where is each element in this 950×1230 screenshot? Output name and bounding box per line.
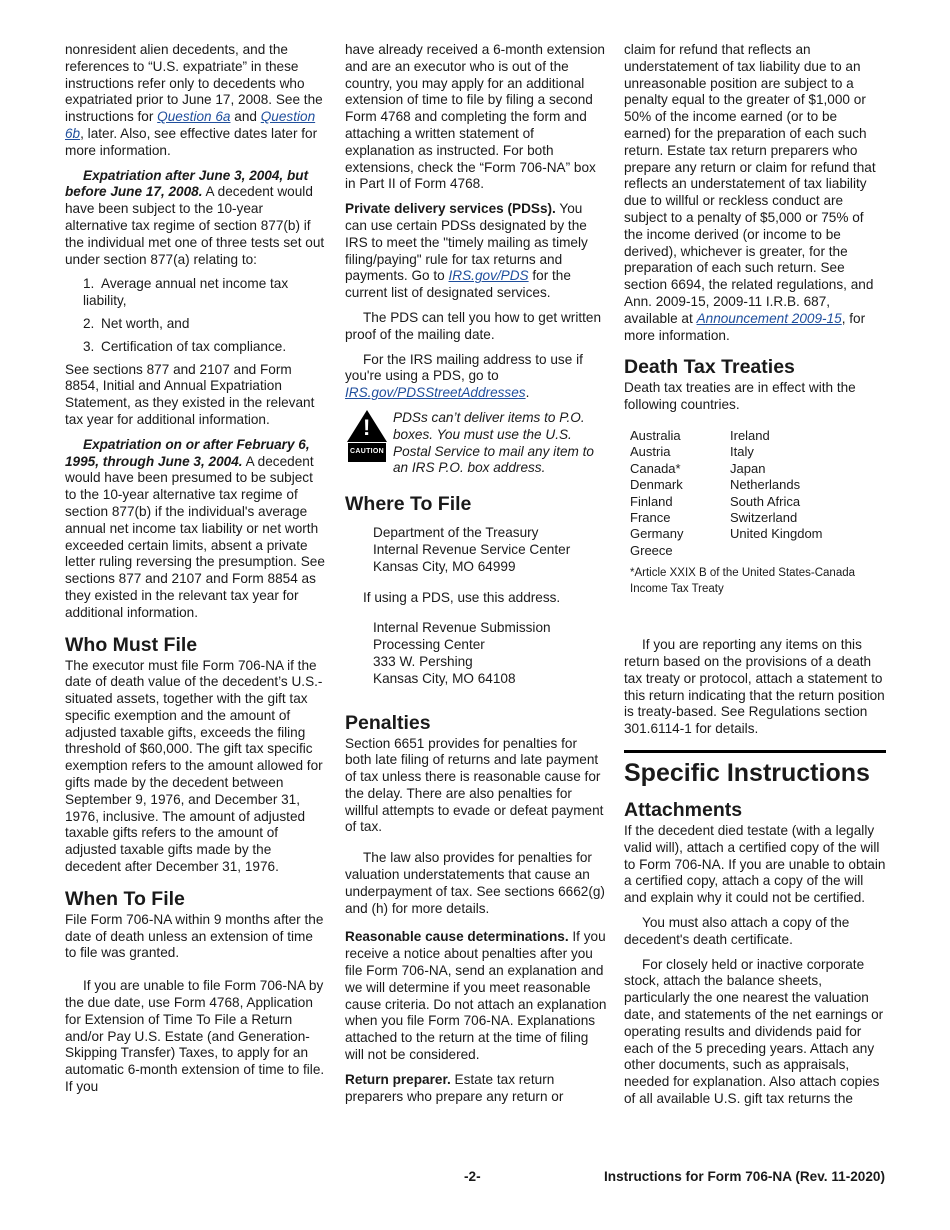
text: nonresident alien decedents, and the references to “U.S. expatriate” in these instructions refer only to decedents who expatriated prior to June 17, 2008. See the instructions for	[65, 42, 323, 125]
text: If you receive a notice about penalties after you file Form 706-NA, send an explanation and we will determine if you meet reasonable cause criteria. Do not attach an explanation when you file Form 706-NA. Explanations attached to the return at the time of filing will not be considered.	[345, 929, 607, 1063]
announcement-2009-15-link[interactable]: Announcement 2009-15	[696, 310, 842, 326]
run-in-heading: Expatriation on or after February 6, 1995, through June 3, 2004.	[65, 436, 310, 469]
paragraph: You must also attach a copy of the decedent's death certificate.	[624, 914, 850, 947]
country: Switzerland	[730, 509, 798, 525]
country: United Kingdom	[730, 526, 823, 542]
column-3	[624, 42, 886, 1116]
country: Canada*	[630, 460, 681, 476]
paragraph: If you are reporting any items on this return based on the provisions of a death tax treaty or protocol, attach a statement to this return indicating that the return position is treaty-based. See Regulations section 301.6114-1 for details.	[624, 637, 885, 737]
address-line: Processing Center	[373, 637, 485, 653]
country: Italy	[730, 444, 754, 460]
paragraph: See sections 877 and 2107 and Form 8854, Initial and Annual Expatriation Statement, as they existed in the relevant tax year for additional information.	[65, 361, 315, 427]
paragraph	[65, 42, 327, 160]
column-1	[65, 42, 327, 1104]
irs-address	[345, 525, 607, 575]
list-text: Certification of tax compliance.	[101, 338, 287, 354]
question-6b-link[interactable]: Question 6b	[65, 109, 316, 141]
paragraph: If you are unable to file Form 706-NA by the due date, use Form 4768, Application for Extension of Time To File a Return and/or Pay U.S. Estate (and Generation-Skipping Transfer) Taxes, to apply for an automatic 6-month extension of time to file. If you	[65, 978, 325, 1095]
question-6a-link[interactable]: Question 6a	[157, 109, 231, 125]
text: You can use certain PDSs designated by the IRS to meet the "timely mailing as timely filing/paying" rule for tax returns and payments. Go to	[345, 201, 588, 284]
section-heading-who-must-file: Who Must File	[65, 633, 198, 656]
text: For the IRS mailing address to use if you're using a PDS, go to	[345, 351, 583, 384]
country: Ireland	[730, 427, 770, 443]
address-line: Internal Revenue Service Center	[373, 541, 571, 557]
text: claim for refund that reflects an understatement of tax liability due to an unreasonable position are subject to a penalty equal to the greater of $1,000 or 50% of the income earned (or to be earned) for the preparation of each such return. Estate tax return preparers who prepare any return or claim for refund that reflects an understatement of tax liability due to willful or reckless conduct are subject to a penalty of $5,000 or 75% of the income derived (or income to be derived), whichever is greater, for the preparation of each such return. See section 6694, the related regulations, and Ann. 2009-15, 2009-11 I.R.B. 687, available at	[624, 42, 876, 326]
section-heading-specific-instructions: Specific Instructions	[624, 750, 886, 787]
text: .	[525, 385, 530, 401]
text: , later. Also, see effective dates later for more information.	[65, 125, 318, 158]
paragraph	[65, 168, 327, 269]
paragraph	[345, 929, 607, 1063]
irs-pds-link[interactable]: IRS.gov/PDS	[448, 268, 529, 284]
text: A decedent would have been presumed to be subject to the 10-year alternative tax regime of section 877(b) if the individual's average annual net income tax liability or net worth exceeded certain limits, absent a private letter ruling reversing the presumption. See sections 877 and 2107 and Form 8854 as they existed in the relevant tax year for additional information.	[65, 453, 325, 620]
country: Greece	[630, 542, 673, 558]
country: Austria	[630, 444, 671, 460]
caution-text: PDSs can’t deliver items to P.O. boxes. You must use the U.S. Postal Service to mail any item to an IRS P.O. box address.	[393, 409, 594, 476]
country: Denmark	[630, 477, 683, 493]
address-line: 333 W. Pershing	[373, 653, 473, 669]
list-text: Average annual net income tax liability,	[83, 276, 289, 309]
paragraph: Section 6651 provides for penalties for both late filing of returns and late payment of tax unless there is reasonable cause for the delay. There are also penalties for willful attempts to evade or defeat payment of tax.	[345, 735, 604, 835]
pds-address	[345, 620, 607, 687]
list-item	[65, 339, 327, 356]
paragraph	[345, 201, 607, 302]
list-number: 3.	[83, 338, 95, 354]
address-line: Internal Revenue Submission	[373, 620, 551, 636]
paragraph: The executor must file Form 706-NA if the date of death value of the decedent’s U.S.-situated assets, together with the gift tax specific exemption and the amount of adjusted taxable gifts, exceeds the filing threshold of $60,000. The gift tax specific exemption refers to the amount allowed for gifts made by the decedent between September 9, 1976, and December 31, 1976, inclusive. The amount of adjusted taxable gifts refers to the amount of adjusted taxable gifts made by the decedent after December 31, 1976.	[65, 657, 323, 875]
text: A decedent would have been subject to the 10-year alternative tax regime of section 877(b) if the individual met one of three tests set out under section 877(a) relating to:	[65, 184, 325, 267]
address-line: Kansas City, MO 64999	[373, 558, 516, 574]
country: Finland	[630, 493, 673, 509]
text: and	[230, 109, 261, 125]
list-number: 2.	[83, 315, 95, 331]
paragraph: Death tax treaties are in effect with the following countries.	[624, 380, 856, 413]
paragraph: The law also provides for penalties for valuation understatements that cause an underpayment of tax. See sections 6662(g) and (h) for more details.	[345, 850, 605, 916]
column-2	[345, 42, 607, 1113]
country: Australia	[630, 427, 681, 443]
text: for the current list of designated services.	[345, 268, 571, 301]
paragraph: The PDS can tell you how to get written proof of the mailing date.	[345, 309, 602, 342]
address-line: Kansas City, MO 64108	[373, 670, 516, 686]
address-line: Department of the Treasury	[373, 525, 539, 541]
country: Netherlands	[730, 477, 801, 493]
caution-label: CAUTION	[348, 443, 386, 462]
list-text: Net worth, and	[101, 315, 190, 331]
paragraph	[345, 1072, 607, 1106]
run-in-heading: Return preparer.	[345, 1071, 451, 1087]
run-in-heading: Reasonable cause determinations.	[345, 929, 569, 945]
caution-icon: ! CAUTION	[345, 410, 389, 477]
section-heading-death-tax-treaties: Death Tax Treaties	[624, 356, 795, 379]
run-in-heading: Private delivery services (PDSs).	[345, 201, 556, 217]
paragraph	[345, 352, 607, 402]
country: France	[630, 509, 671, 525]
treaty-column-right	[730, 428, 870, 559]
paragraph: File Form 706-NA within 9 months after the date of death unless an extension of time to file was granted.	[65, 911, 324, 961]
text: , for more information.	[624, 310, 866, 343]
treaty-country-list	[630, 428, 886, 559]
paragraph	[624, 42, 886, 344]
treaty-footnote: *Article XXIX B of the United States-Canada Income Tax Treaty	[630, 567, 856, 596]
paragraph: If the decedent died testate (with a legally valid will), attach a certified copy of the will to Form 706-NA. If you are unable to obtain a certified copy, attach a copy of the will and explain why it could not be certified.	[624, 822, 886, 906]
paragraph: have already received a 6-month extension and are an executor who is out of the country, you may apply for an additional extension of time to file by filing a second Form 4768 and completing the form and attaching a written statement of explanation as instructed. For both extensions, check the “Form 706-NA” box in Part II of Form 4768.	[345, 42, 605, 192]
pds-street-addresses-link[interactable]: IRS.gov/PDSStreetAddresses	[345, 385, 526, 401]
paragraph	[65, 437, 327, 622]
section-heading-when-to-file: When To File	[65, 887, 185, 910]
country: Japan	[730, 460, 766, 476]
paragraph: For closely held or inactive corporate stock, attach the balance sheets, particularly the one nearest the valuation date, and statements of the net earnings or operating results and dividends paid for each of the 5 preceding years. Attach any other documents, such as appraisals, needed for explanation. Also attach copies of all available U.S. gift tax returns the	[624, 956, 884, 1106]
run-in-heading: Expatriation after June 3, 2004, but before June 17, 2008.	[65, 167, 309, 200]
section-heading-attachments: Attachments	[624, 798, 743, 821]
list-number: 1.	[83, 276, 95, 292]
section-heading-penalties: Penalties	[345, 711, 431, 734]
document-title: Instructions for Form 706-NA (Rev. 11-2020)	[603, 1169, 885, 1184]
caution-note	[345, 410, 607, 477]
country: South Africa	[730, 493, 801, 509]
paragraph: If using a PDS, use this address.	[363, 589, 561, 605]
country: Germany	[630, 526, 684, 542]
list-item	[65, 276, 327, 310]
treaty-column-left	[630, 428, 730, 559]
text: Estate tax return preparers who prepare any return or	[345, 1071, 564, 1104]
section-heading-where-to-file: Where To File	[345, 493, 472, 516]
page-number: -2-	[464, 1169, 481, 1184]
list-item	[65, 316, 327, 333]
